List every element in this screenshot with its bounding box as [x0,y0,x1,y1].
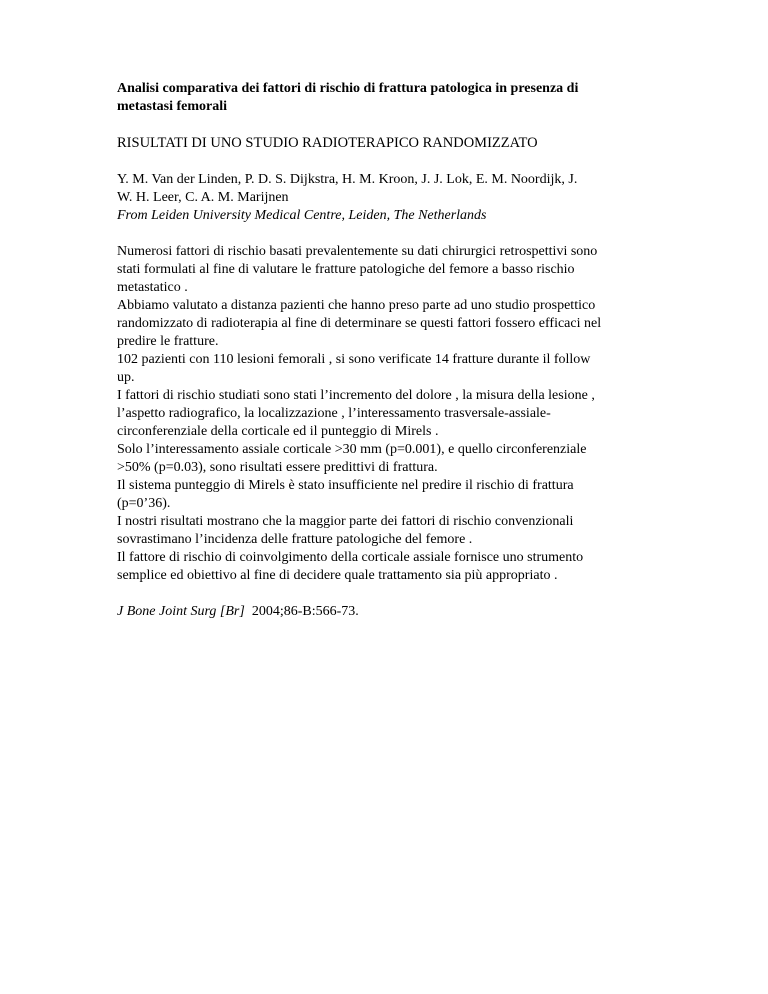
abstract-line: randomizzato di radioterapia al fine di determinare se questi fattori fossero efficaci nel [117,316,602,331]
abstract-line: semplice ed obiettivo al fine di decidere quale trattamento sia più appropriato . [117,568,558,583]
abstract-line: circonferenziale della corticale ed il punteggio di Mirels . [117,424,439,439]
author-list: Y. M. Van der Linden, P. D. S. Dijkstra, H. M. Kroon, J. J. Lok, E. M. Noordijk, J. W. H. Leer, C. A. M. Marijnen [117,172,578,205]
abstract-line: sovrastimano l’incidenza delle fratture patologiche del femore . [117,532,473,547]
abstract-line: stati formulati al fine di valutare le fratture patologiche del femore a basso rischio [117,262,575,277]
abstract-line: metastatico . [117,280,188,295]
abstract-line: Numerosi fattori di rischio basati prevalentemente su dati chirurgici retrospettivi sono [117,244,598,259]
document-subtitle: RISULTATI DI UNO STUDIO RADIOTERAPICO RANDOMIZZATO [117,135,538,151]
document-title: Analisi comparativa dei fattori di rischio di frattura patologica in presenza di metastasi femorali [117,81,579,114]
abstract-line: Solo l’interessamento assiale corticale >30 mm (p=0.001), e quello circonferenziale [117,442,587,457]
abstract-line: up. [117,370,135,385]
abstract-line: l’aspetto radiografico, la localizzazione , l’interessamento trasversale-assiale- [117,406,551,421]
document-page [117,80,657,621]
abstract-line: Abbiamo valutato a distanza pazienti che hanno preso parte ad uno studio prospettico [117,298,596,313]
abstract-line: Il fattore di rischio di coinvolgimento della corticale assiale fornisce uno strumento [117,550,584,565]
abstract-line: Il sistema punteggio di Mirels è stato insufficiente nel predire il rischio di frattura [117,478,574,493]
citation-reference: 2004;86-B:566-73. [251,604,359,619]
abstract-line: I nostri risultati mostrano che la maggior parte dei fattori di rischio convenzionali [117,514,574,529]
abstract-line: I fattori di rischio studiati sono stati l’incremento del dolore , la misura della lesione , [117,388,595,403]
citation-journal: J Bone Joint Surg [Br] [117,604,245,619]
author-affiliation: From Leiden University Medical Centre, Leiden, The Netherlands [117,208,487,223]
abstract-body [117,243,657,585]
abstract-line: predire le fratture. [117,334,219,349]
abstract-line: >50% (p=0.03), sono risultati essere predittivi di frattura. [117,460,438,475]
abstract-line: (p=0’36). [117,496,171,511]
citation [117,603,657,621]
abstract-line: 102 pazienti con 110 lesioni femorali , si sono verificate 14 fratture durante il follow [117,352,591,367]
